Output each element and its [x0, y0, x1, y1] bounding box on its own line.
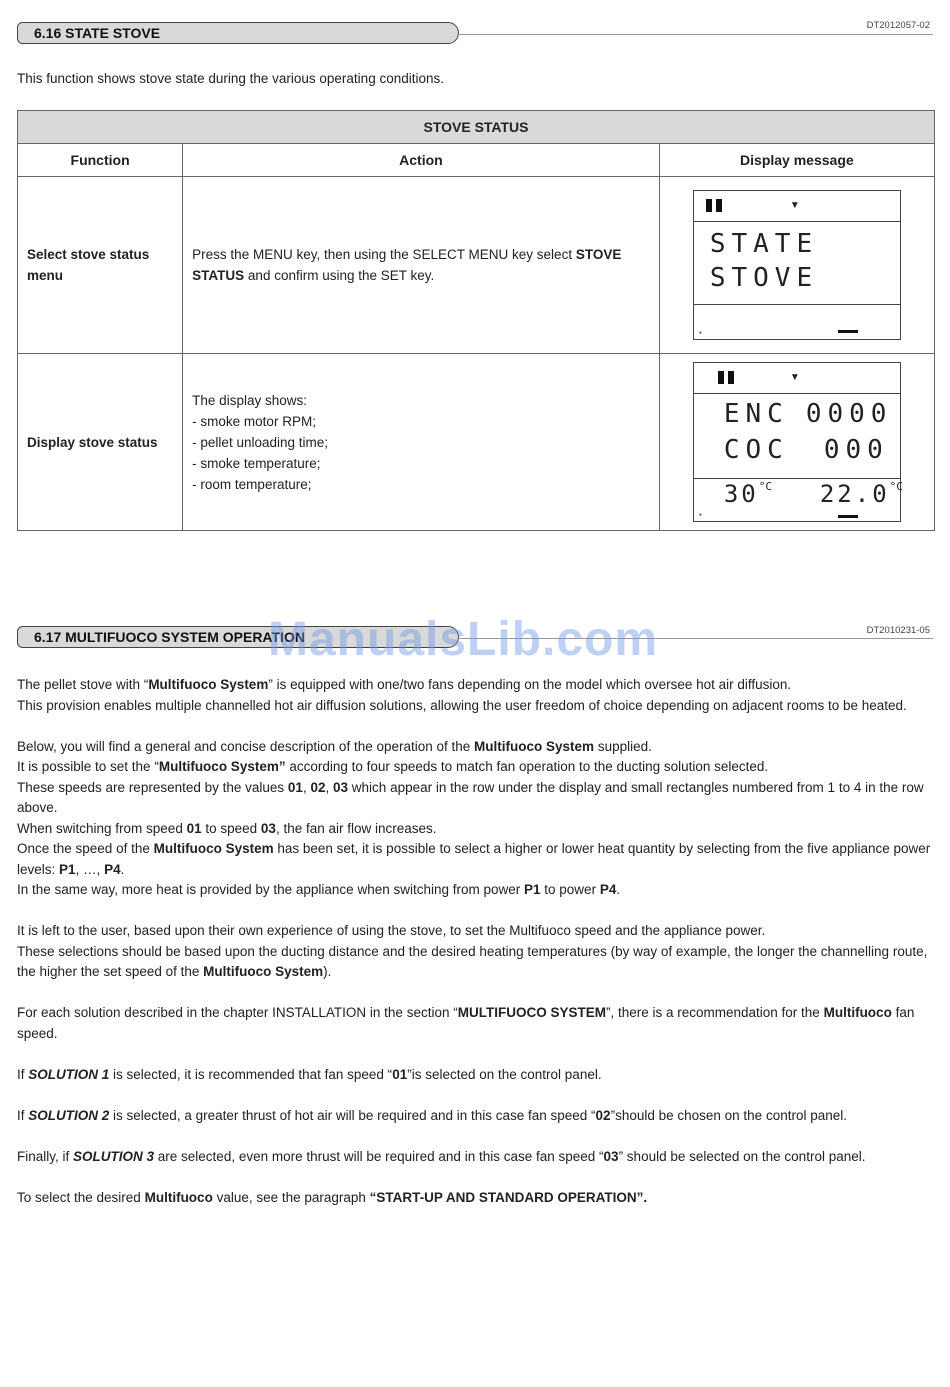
bar-icon	[728, 371, 734, 384]
tiny-mark-icon: ●	[698, 330, 702, 336]
header-rule	[457, 34, 933, 35]
row2-display	[659, 354, 934, 531]
lcd-enc-value: 0000	[805, 399, 893, 429]
row1-action: Press the MENU key, then using the SELECT MENU key select STOVE STATUS and confirm using the SET key.	[183, 177, 660, 354]
lcd-smoke-temp: $30^{^\circ C}$	[723, 480, 772, 508]
tiny-mark-icon: ●	[698, 512, 702, 518]
lcd-coc-label: COC	[723, 435, 789, 465]
bar-icon	[716, 199, 722, 212]
lcd-enc-label: ENC	[723, 399, 789, 429]
table-row	[18, 177, 935, 354]
dash-icon	[838, 330, 858, 333]
bar-icon	[718, 371, 724, 384]
body-text: The pellet stove with “Multifuoco System” is equipped with one/two fans depending on the model which oversee hot air diffusion. This provision enables multiple channelled hot air diffusion solutions, allowing the user freedom of choice depending on adjacent rooms to be heated. Below, you will find a general and concise description of the operation of the Multifuoco System supplied. It is possible to set the “Multifuoco System” according to four speeds to match fan operation to the ducting solution selected. These speeds are represented by the values 01, 02, 03 which appear in the row under the display and small rectangles numbered from 1 to 4 in the row above. When switching from speed 01 to speed 03, the fan air flow increases. Once the speed of the Multifuoco System has been set, it is possible to select a higher or lower heat quantity by selecting from the five appliance power levels: P1, …, P4. In the same way, more heat is provided by the appliance when switching from power P1 to power P4. It is left to the user, based upon their own experience of using the stove, to set the Multifuoco speed and the appliance power. These selections should be based upon the ducting distance and the desired heating temperatures (by way of example, the longer the channelling route, the higher the set speed of the Multifuoco System). For each solution described in the chapter INSTALLATION in the section “MULTIFUOCO SYSTEM”, there is a recommendation for the Multifuoco fan speed. If SOLUTION 1 is selected, it is recommended that fan speed “01”is selected on the control panel. If SOLUTION 2 is selected, a greater thrust of hot air will be required and in this case fan speed “02”should be chosen on the control panel. Finally, if SOLUTION 3 are selected, even more thrust will be required and in this case fan speed “03” should be selected on the control panel. To select the desired Multifuoco value, see the paragraph “START-UP AND STANDARD OPERATION”.	[17, 677, 931, 1205]
section-title: 6.16 STATE STOVE	[17, 22, 459, 44]
lcd-line-2: STOVE	[709, 263, 819, 293]
section-title: 6.17 MULTIFUOCO SYSTEM OPERATION	[17, 626, 459, 648]
lcd-room-temp: $22.0^{^\circ C}$	[819, 480, 903, 508]
row2-action: The display shows: - smoke motor RPM; - pellet unloading time; - smoke temperature; - room temperature;	[183, 354, 660, 531]
stove-status-table	[17, 110, 935, 531]
signal-icon: ▼	[789, 372, 800, 383]
list-item: - smoke temperature;	[192, 455, 321, 471]
lcd-display-status	[693, 362, 901, 522]
list-item: - smoke motor RPM;	[192, 413, 316, 429]
intro-text: This function shows stove state during the various operating conditions.	[17, 71, 444, 86]
signal-icon: ▼	[789, 200, 800, 211]
table-row	[18, 354, 935, 531]
row1-function: Select stove status menu	[18, 177, 183, 354]
list-item: - pellet unloading time;	[192, 434, 329, 450]
row1-display	[659, 177, 934, 354]
table-title: STOVE STATUS	[18, 111, 935, 144]
watermark: ManualsLib.com	[268, 613, 659, 666]
lcd-coc-value: 000	[823, 435, 889, 465]
row2-function: Display stove status	[18, 354, 183, 531]
dash-icon	[838, 515, 858, 518]
list-item: - room temperature;	[192, 476, 312, 492]
header-display: Display message	[659, 144, 934, 177]
bar-icon	[706, 199, 712, 212]
lcd-line-1: STATE	[709, 229, 819, 259]
lcd-display-state	[693, 190, 901, 340]
document-code: DT2012057-02	[866, 20, 930, 31]
document-code: DT2010231-05	[866, 625, 930, 636]
header-function: Function	[18, 144, 183, 177]
header-action: Action	[183, 144, 660, 177]
